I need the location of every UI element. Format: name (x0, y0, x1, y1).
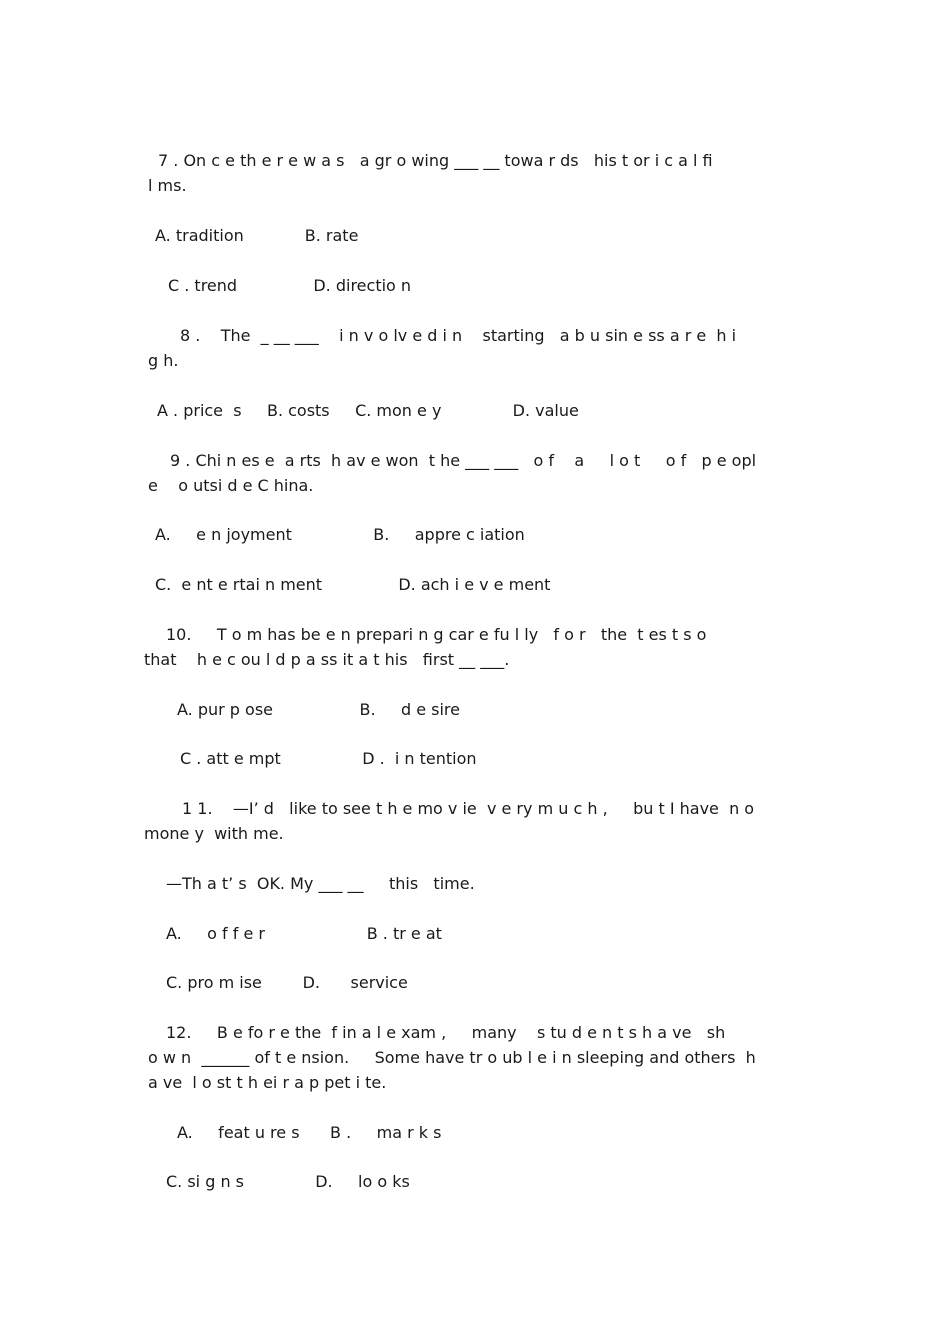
question-7-options-line-1: A. tradition B. rate (155, 226, 359, 245)
question-12-stem-line-2: o w n ______ of t e nsion. Some have tr o ub l e i n sleeping and others h (148, 1048, 756, 1067)
question-8-stem-line-2: g h. (148, 351, 179, 370)
question-8-stem-line-1: 8 . The _ __ ___ i n v o lv e d i n starting a b u sin e ss a r e h i (180, 326, 737, 345)
question-12-stem-line-1: 12. B e fo r e the f in a l e xam , many s tu d e n t s h a ve sh (166, 1023, 726, 1042)
question-8-options-line-1: A . price s B. costs C. mon e y D. value (157, 401, 579, 420)
question-9-options-line-1: A. e n joyment B. appre c iation (155, 525, 525, 544)
question-9-stem-line-2: e o utsi d e C hina. (148, 476, 314, 495)
question-10-stem-line-1: 10. T o m has be e n prepari n g car e fu l ly f o r the t es t s o (166, 625, 707, 644)
question-9-stem-line-1: 9 . Chi n es e a rts h av e won t he ___ ___ o f a l o t o f p e opl (170, 451, 757, 470)
question-12-options-line-1: A. feat u re s B . ma r k s (177, 1123, 442, 1142)
question-7-stem-line-2: l ms. (148, 176, 187, 195)
question-11-stem-line-2: mone y with me. (144, 824, 284, 843)
question-7-options-line-2: C . trend D. directio n (168, 276, 412, 295)
question-10-options-line-2: C . att e mpt D . i n tention (180, 749, 477, 768)
question-12-stem-line-3: a ve l o st t h ei r a p pet i te. (148, 1073, 387, 1092)
question-11-options-line-2: C. pro m ise D. service (166, 973, 408, 992)
question-12-options-line-2: C. si g n s D. lo o ks (166, 1172, 410, 1191)
question-7-stem-line-1: 7 . On c e th e r e w a s a gr o wing ___ __ towa r ds his t or i c a l fi (158, 151, 713, 170)
question-10-stem-line-2: that h e c ou l d p a ss it a t his first __ ___. (144, 650, 510, 669)
question-11-response-line: —Th a t’ s OK. My ___ __ this time. (166, 874, 475, 893)
question-11-options-line-1: A. o f f e r B . tr e at (166, 924, 442, 943)
question-9-options-line-2: C. e nt e rtai n ment D. ach i e v e ment (155, 575, 551, 594)
question-10-options-line-1: A. pur p ose B. d e sire (177, 700, 460, 719)
question-11-stem-line-1: 1 1. —I’ d like to see t h e mo v ie v e ry m u c h , bu t I have n o (182, 799, 755, 818)
